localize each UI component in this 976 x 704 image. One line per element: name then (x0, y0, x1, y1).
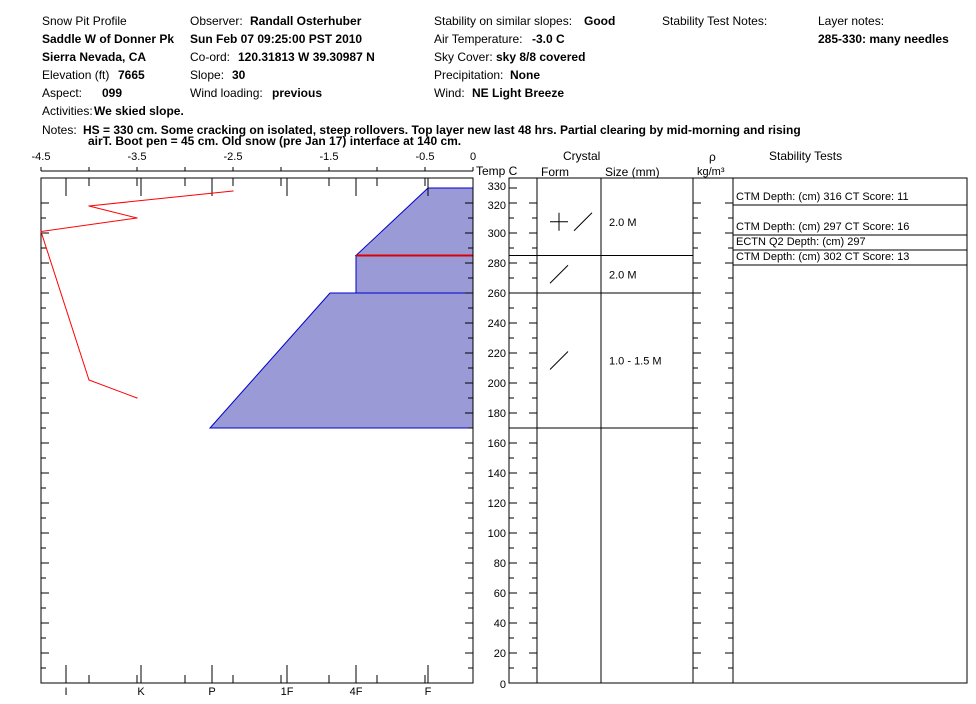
height-tick-label: 220 (487, 348, 506, 360)
height-tick-label: 320 (487, 200, 506, 212)
hardness-profile (210, 188, 473, 428)
hardness-layer-3 (210, 293, 473, 428)
crystal-form-slash (574, 213, 592, 231)
height-tick-label: 60 (493, 588, 506, 600)
temperature-tick-label: -3.5 (127, 151, 147, 163)
temperature-axis (32, 151, 477, 171)
temp-column-header: Temp C (476, 164, 518, 178)
stability-tests-list (733, 191, 967, 265)
layer-size-label: 2.0 M (609, 269, 637, 282)
height-tick-label: 260 (487, 288, 506, 300)
stability-value: Good (584, 14, 616, 28)
wind-label: Wind: (434, 86, 465, 100)
size-column-header: Size (mm) (605, 165, 660, 179)
hardness-tick-label: K (137, 686, 145, 698)
height-tick-label: 180 (487, 408, 506, 420)
height-tick-label: 80 (493, 558, 506, 570)
temperature-tick-label: -1.5 (319, 151, 339, 163)
aspect-value: 099 (102, 86, 123, 100)
observer-value: Randall Osterhuber (250, 14, 362, 28)
density-unit-label: kg/m³ (697, 166, 725, 178)
hardness-layer-1 (356, 188, 473, 256)
stability-test-entry: CTM Depth: (cm) 316 CT Score: 11 (736, 191, 909, 203)
activities-value: We skied slope. (94, 104, 184, 118)
height-tick-label: 100 (487, 528, 506, 540)
temperature-tick-label: -4.5 (31, 151, 51, 163)
layer-size-label: 1.0 - 1.5 M (609, 355, 662, 368)
density-column-header: ρ (709, 150, 716, 164)
profile-title: Snow Pit Profile (42, 14, 127, 28)
location-name: Saddle W of Donner Pk (42, 32, 175, 46)
hardness-layer-2 (356, 256, 473, 294)
air-temp-label: Air Temperature: (434, 32, 523, 46)
layer-size-label: 2.0 M (609, 216, 637, 229)
temperature-line (41, 191, 233, 398)
precipitation-value: None (510, 68, 540, 82)
hardness-tick-label: P (208, 686, 216, 698)
temperature-point (136, 397, 137, 398)
stability-test-notes-label: Stability Test Notes: (662, 14, 768, 28)
height-tick-label: 280 (487, 258, 506, 270)
height-tick-label: 140 (487, 468, 506, 480)
layer-notes-value: 285-330: many needles (818, 32, 949, 46)
height-tick-label: 300 (487, 228, 506, 240)
hardness-tick-label: 4F (349, 686, 363, 698)
temperature-point (40, 231, 41, 232)
form-column-header: Form (541, 165, 569, 179)
crystal-form-slash (550, 352, 568, 370)
stability-test-entry: CTM Depth: (cm) 302 CT Score: 13 (736, 251, 910, 263)
notes-line-1: HS = 330 cm. Some cracking on isolated, steep rollovers. Top layer new last 48 hrs. Partial clearing by mid-morning and rising (83, 123, 801, 137)
hardness-tick-label: F (424, 686, 432, 698)
hardness-tick-label: I (64, 686, 68, 698)
stability-test-entry: ECTN Q2 Depth: (cm) 297 (736, 236, 866, 248)
notes-label: Notes: (42, 123, 77, 137)
height-tick-label: 330 (487, 181, 506, 193)
temperature-point (136, 217, 137, 218)
observation-datetime: Sun Feb 07 09:25:00 PST 2010 (190, 32, 363, 46)
slope-label: Slope: (190, 68, 225, 82)
temperature-point (88, 205, 89, 206)
elevation-value: 7665 (118, 68, 145, 82)
temperature-profile (40, 190, 233, 398)
aspect-label: Aspect: (42, 86, 83, 100)
wind-loading-label: Wind loading: (190, 86, 263, 100)
wind-value: NE Light Breeze (472, 86, 565, 100)
height-tick-label: 0 (499, 679, 506, 691)
temperature-tick-label: -2.5 (223, 151, 243, 163)
height-tick-label: 160 (487, 438, 506, 450)
temperature-point (88, 379, 89, 380)
height-tick-label: 120 (487, 498, 506, 510)
elevation-label: Elevation (ft) (42, 68, 110, 82)
height-tick-label: 240 (487, 318, 506, 330)
air-temp-value: -3.0 C (532, 32, 565, 46)
wind-loading-value: previous (272, 86, 323, 100)
observer-label: Observer: (190, 14, 243, 28)
temperature-tick-label: 0 (469, 151, 477, 163)
slope-value: 30 (232, 68, 246, 82)
notes-line-2: airT. Boot pen = 45 cm. Old snow (pre Jan 17) interface at 140 cm. (88, 134, 462, 148)
sky-cover-label: Sky Cover: (434, 50, 493, 64)
region-name: Sierra Nevada, CA (42, 50, 147, 64)
activities-label: Activities: (42, 104, 93, 118)
hardness-tick-label: 1F (280, 686, 294, 698)
temperature-tick-label: -0.5 (415, 151, 435, 163)
layer-notes-label: Layer notes: (818, 14, 885, 28)
height-tick-label: 40 (493, 618, 506, 630)
temperature-point (232, 190, 233, 191)
stability-tests-column-header: Stability Tests (769, 149, 843, 163)
sky-cover-value: sky 8/8 covered (496, 50, 586, 64)
stability-test-entry: CTM Depth: (cm) 297 CT Score: 16 (736, 221, 910, 233)
coord-label: Co-ord: (190, 50, 231, 64)
crystal-form-slash (550, 265, 568, 283)
stability-label: Stability on similar slopes: (434, 14, 573, 28)
precipitation-label: Precipitation: (434, 68, 504, 82)
height-tick-label: 200 (487, 378, 506, 390)
height-tick-label: 20 (493, 648, 506, 660)
crystal-column-header: Crystal (563, 149, 601, 163)
coord-value: 120.31813 W 39.30987 N (238, 50, 375, 64)
